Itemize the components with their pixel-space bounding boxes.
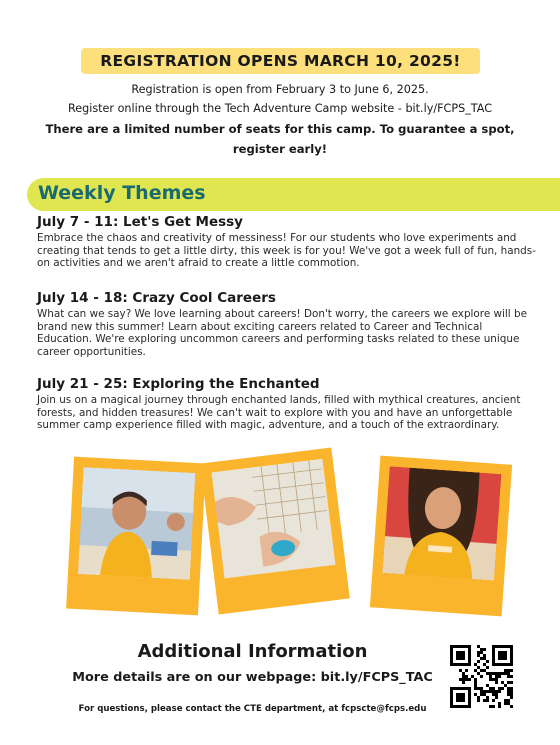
photo-frame-3	[370, 456, 512, 617]
theme-3-title: July 21 - 25: Exploring the Enchanted	[37, 376, 320, 392]
camp-photo-2	[211, 459, 335, 579]
registration-banner: REGISTRATION OPENS MARCH 10, 2025!	[81, 48, 480, 74]
contact-line: For questions, please contact the CTE department, at fcpscte@fcps.edu	[78, 704, 427, 714]
additional-info-heading: Additional Information	[137, 641, 368, 662]
intro-website: Register online through the Tech Adventure Camp website - bit.ly/FCPS_TAC	[67, 102, 493, 115]
camp-photo-1	[78, 467, 195, 580]
qr-code[interactable]	[450, 645, 513, 708]
theme-2-title: July 14 - 18: Crazy Cool Careers	[37, 290, 276, 306]
theme-3-text: Join us on a magical journey through enchanted lands, filled with mythical creatures, ancient forests, and hidden treasures! We can't wait to explore with you and have an unforgettable summer camp experience filled with magic, adventure, and a touch of the extraordinary.	[37, 394, 521, 432]
intro-register-early: register early!	[232, 142, 328, 156]
photo-frame-1	[66, 457, 206, 616]
theme-1-text: Embrace the chaos and creativity of messiness! For our students who love experiments and creating that tends to get a little dirty, this week is for you! We've got a week full of fun, hands-on activities and we aren't afraid to create a little commotion.	[37, 232, 536, 270]
more-details-webpage: More details are on our webpage: bit.ly/FCPS_TAC	[72, 670, 433, 685]
photo-frame-2	[200, 448, 350, 615]
intro-dates: Registration is open from February 3 to June 6, 2025.	[131, 83, 429, 96]
theme-1-title: July 7 - 11: Let's Get Messy	[37, 214, 243, 230]
weekly-themes-heading: Weekly Themes	[38, 182, 206, 204]
qr-code-icon	[450, 645, 513, 708]
theme-2-text: What can we say? We love learning about careers! Don't worry, the careers we explore will be brand new this summer! Learn about exciting careers related to Career and Technical Education. We're exploring uncommon careers and performing tasks related to these unique career opportunities.	[37, 308, 527, 358]
camp-photo-3	[382, 466, 501, 581]
intro-limited-seats: There are a limited number of seats for this camp. To guarantee a spot,	[45, 122, 515, 136]
